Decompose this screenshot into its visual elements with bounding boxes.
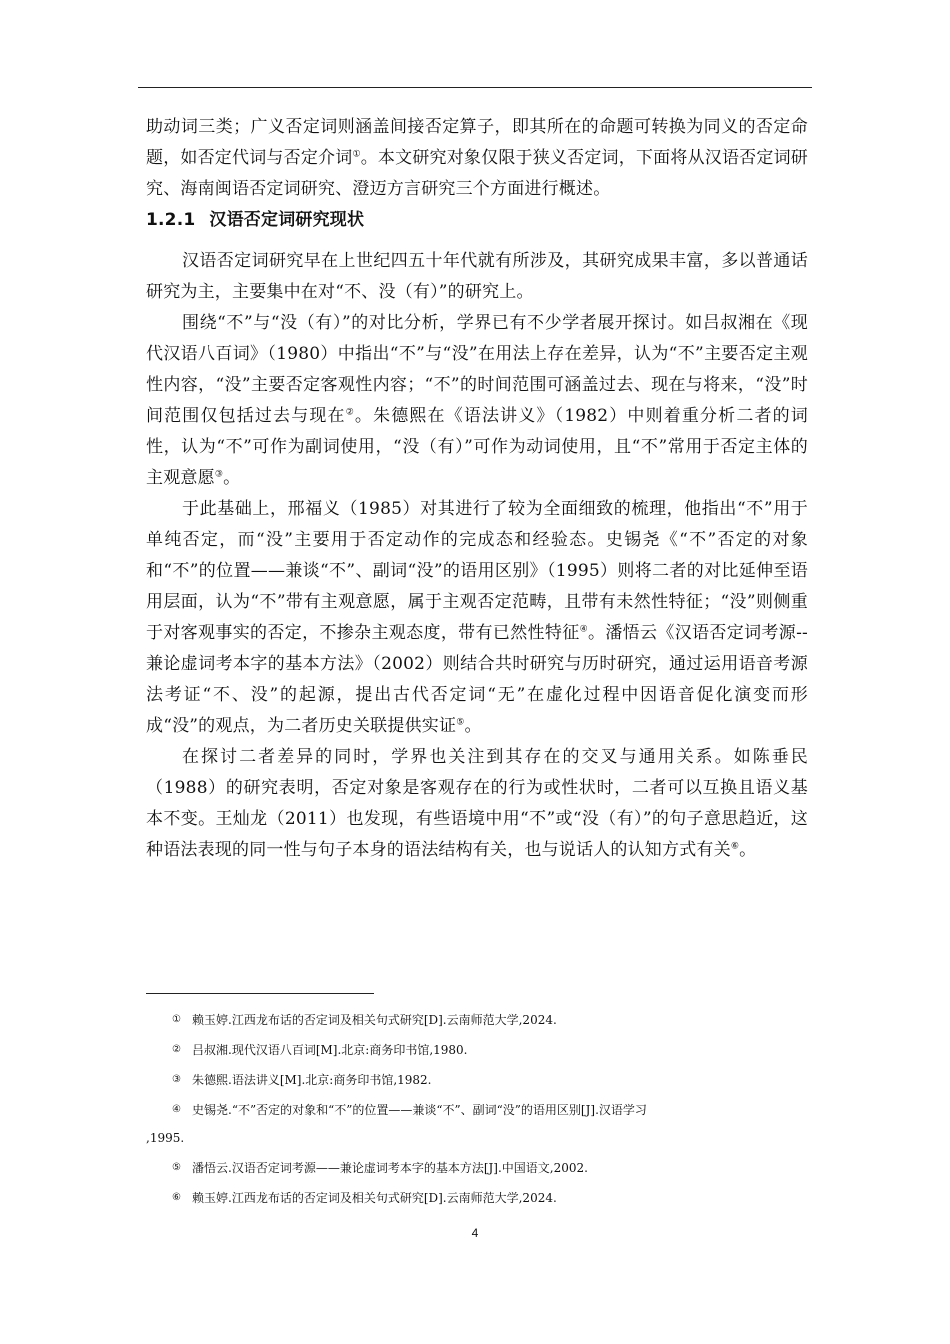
footnote-ref[interactable]: ④ xyxy=(579,624,588,635)
paragraph-text: 。本文研究对象仅限于狭义否定词，下面将从汉语否定词研究、海南闽语否定词研究、澄迈方言研究三个方面进行概述。 xyxy=(146,148,808,199)
paragraph xyxy=(146,742,808,866)
footnote-separator xyxy=(146,993,374,994)
footnote-text: 吕叔湘.现代汉语八百词[M].北京:商务印书馆,1980. xyxy=(192,1043,468,1057)
paragraph xyxy=(146,308,808,494)
footnote-mark: ⑤ xyxy=(172,1162,181,1173)
paragraph-text: 助动词三类；广义否定词则涵盖间接否定算子，即其所在的命题可转换为同义的否定命题，如否定代词与否定介词 xyxy=(146,117,808,168)
paragraph-text: 。 xyxy=(739,840,757,860)
section-title: 汉语否定词研究现状 xyxy=(209,210,365,230)
footnote xyxy=(146,1188,810,1208)
footnote-ref[interactable]: ③ xyxy=(214,469,224,480)
footnote-mark: ③ xyxy=(172,1074,181,1085)
footnote xyxy=(146,1100,810,1148)
footnote xyxy=(146,1158,810,1178)
footnote-ref[interactable]: ① xyxy=(352,149,361,160)
paragraph-text: 围绕“不”与“没（有）”的对比分析，学界已有不少学者展开探讨。如吕叔湘在《现代汉语八百词》（1980）中指出“不”与“没”在用法上存在差异，认为“不”主要否定主观性内容，“没”主要否定客观性内容；“不”的时间范围可涵盖过去、现在与将来，“没”时间范围仅包括过去与现在 xyxy=(146,313,808,426)
footnote-text: 朱德熙.语法讲义[M].北京:商务印书馆,1982. xyxy=(192,1073,432,1087)
section-heading xyxy=(146,205,808,236)
footnote-text: 赖玉婷.江西龙布话的否定词及相关句式研究[D].云南师范大学,2024. xyxy=(192,1013,557,1027)
paragraph xyxy=(146,246,808,308)
footnote xyxy=(146,1010,810,1030)
header-rule xyxy=(138,87,812,88)
paragraph-text: 在探讨二者差异的同时，学界也关注到其存在的交叉与通用关系。如陈垂民（1988）的研究表明，否定对象是客观存在的行为或性状时，二者可以互换且语义基本不变。王灿龙（2011）也发现，有些语境中用“不”或“没（有）”的句子意思趋近，这种语法表现的同一性与句子本身的语法结构有关，也与说话人的认知方式有关 xyxy=(146,747,808,860)
section-number: 1.2.1 xyxy=(146,210,196,230)
footnote-ref[interactable]: ⑥ xyxy=(730,841,740,852)
footnote-mark: ④ xyxy=(172,1104,181,1115)
footnote-text: 赖玉婷.江西龙布话的否定词及相关句式研究[D].云南师范大学,2024. xyxy=(192,1191,557,1205)
footnote-text: 史锡尧.“不”否定的对象和“不”的位置——兼谈“不”、副词“没”的语用区别[J].汉语学习 xyxy=(192,1103,647,1117)
body-text xyxy=(146,112,808,866)
paragraph-text: 。 xyxy=(464,716,482,736)
paragraph-text: 。潘悟云《汉语否定词考源--兼论虚词考本字的基本方法》（2002）则结合共时研究与历时研究，通过运用语音考源法考证“不、没”的起源，提出古代否定词“无”在虚化过程中因语音促化演变而形成“没”的观点，为二者历史关联提供实证 xyxy=(146,623,809,736)
footnote-ref[interactable]: ⑤ xyxy=(456,717,465,728)
footnote-mark: ② xyxy=(172,1044,181,1055)
paragraph-text: 。朱德熙在《语法讲义》（1982）中则着重分析二者的词性，认为“不”可作为副词使用，“没（有）”可作为动词使用，且“不”常用于否定主体的主观意愿 xyxy=(146,406,808,488)
paragraph-text: 。 xyxy=(223,468,241,488)
paragraph-continued xyxy=(146,112,808,205)
footnote-continuation: ,1995. xyxy=(146,1131,185,1145)
footnote-mark: ⑥ xyxy=(172,1192,181,1203)
page-number: 4 xyxy=(471,1226,479,1240)
footnote xyxy=(146,1040,810,1060)
footnote-text: 潘悟云.汉语否定词考源——兼论虚词考本字的基本方法[J].中国语文,2002. xyxy=(192,1161,588,1175)
footnotes xyxy=(146,1010,810,1218)
paragraph-text: 于此基础上，邢福义（1985）对其进行了较为全面细致的梳理，他指出“不”用于单纯否定，而“没”主要用于否定动作的完成态和经验态。史锡尧《“不”否定的对象和“不”的位置——兼谈“不”、副词“没”的语用区别》（1995）则将二者的对比延伸至语用层面，认为“不”带有主观意愿，属于主观否定范畴，且带有未然性特征；“没”则侧重于对客观事实的否定，不掺杂主观态度，带有已然性特征 xyxy=(146,499,808,643)
paragraph-text: 汉语否定词研究早在上世纪四五十年代就有所涉及，其研究成果丰富，多以普通话研究为主，主要集中在对“不、没（有）”的研究上。 xyxy=(146,251,808,302)
footnote-mark: ① xyxy=(172,1014,181,1025)
paragraph xyxy=(146,494,808,742)
footnote xyxy=(146,1070,810,1090)
footnote-ref[interactable]: ② xyxy=(345,407,355,418)
